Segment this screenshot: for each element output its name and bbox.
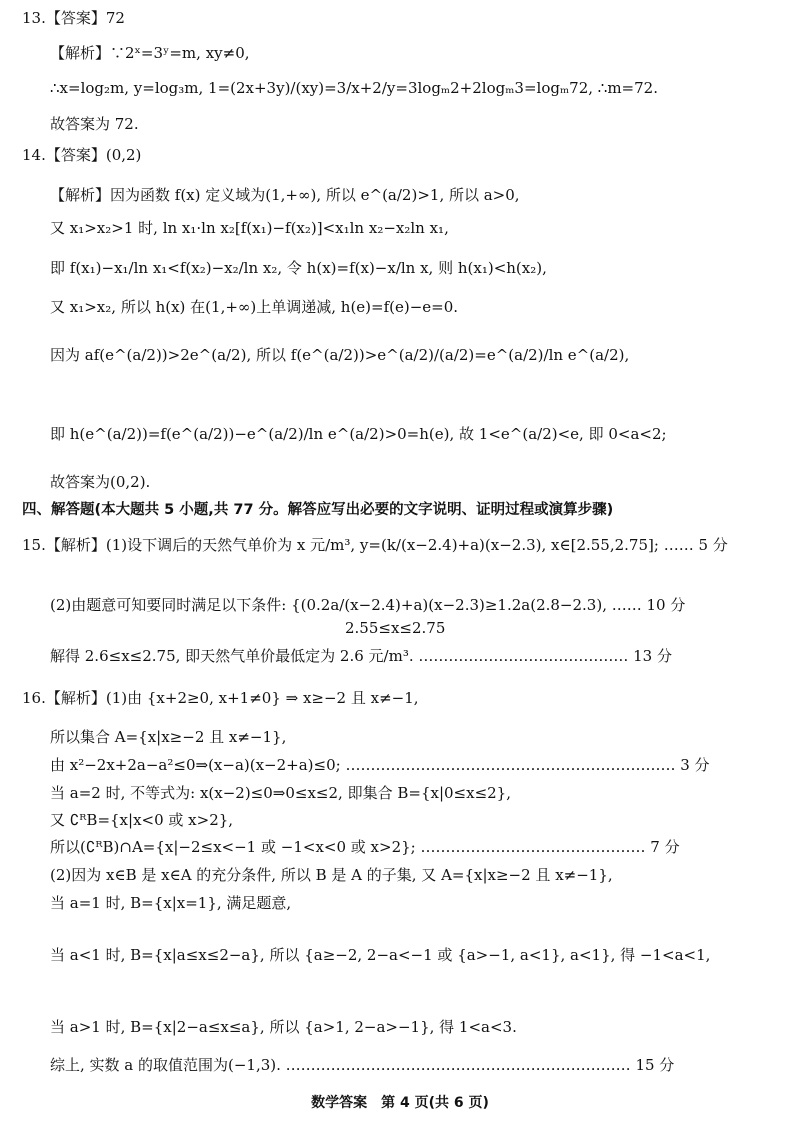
q14-analysis-line-3: 即 f(x₁)−x₁/ln x₁<f(x₂)−x₂/ln x₂, 令 h(x)=f(x)−x/ln x, 则 h(x₁)<h(x₂), [50,259,547,277]
q14-analysis-line-1: 【解析】因为函数 f(x) 定义域为(1,+∞), 所以 e^(a/2)>1, 所以 a>0, [50,186,520,204]
q16-line-3: 由 x²−2x+2a−a²≤0⇒(x−a)(x−2+a)≤0; ………………………………………………………… 3 分 [50,756,710,774]
q15-part-1: 15.【解析】(1)设下调后的天然气单价为 x 元/m³, y=(k/(x−2.4)+a)(x−2.3), x∈[2.55,2.75]; …… 5 分 [22,536,728,554]
q13-analysis-line-2: ∴x=log₂m, y=log₃m, 1=(2x+3y)/(xy)=3/x+2/y=3logₘ2+2logₘ3=logₘ72, ∴m=72. [50,79,658,97]
q13-conclusion: 故答案为 72. [50,115,139,133]
q16-line-5: 又 ∁ᴿB={x|x<0 或 x>2}, [50,811,234,829]
q16-conclusion: 综上, 实数 a 的取值范围为(−1,3). …………………………………………………………… 15 分 [50,1056,675,1074]
section-header: 四、解答题(本大题共 5 小题,共 77 分。解答应写出必要的文字说明、证明过程或演算步骤) [22,502,614,518]
q14-analysis-line-6: 即 h(e^(a/2))=f(e^(a/2))−e^(a/2)/ln e^(a/2)>0=h(e), 故 1<e^(a/2)<e, 即 0<a<2; [50,425,667,443]
q16-line-7: (2)因为 x∈B 是 x∈A 的充分条件, 所以 B 是 A 的子集, 又 A={x|x≥−2 且 x≠−1}, [50,866,613,884]
q13-answer: 13.【答案】72 [22,9,125,27]
q15-part-2-range: 2.55≤x≤2.75 [345,619,446,637]
q15-conclusion: 解得 2.6≤x≤2.75, 即天然气单价最低定为 2.6 元/m³. …………………………………… 13 分 [50,647,672,665]
q16-line-2: 所以集合 A={x|x≥−2 且 x≠−1}, [50,728,287,746]
q14-analysis-line-4: 又 x₁>x₂, 所以 h(x) 在(1,+∞)上单调递减, h(e)=f(e)−e=0. [50,298,459,316]
q16-line-9: 当 a<1 时, B={x|a≤x≤2−a}, 所以 {a≥−2, 2−a<−1 或 {a>−1, a<1}, a<1}, 得 −1<a<1, [50,946,711,964]
q16-line-6: 所以(∁ᴿB)∩A={x|−2≤x<−1 或 −1<x<0 或 x>2}; ……………………………………… 7 分 [50,838,680,856]
q13-analysis-line-1: 【解析】∵2ˣ=3ʸ=m, xy≠0, [50,44,250,62]
q16-line-1: 16.【解析】(1)由 {x+2≥0, x+1≠0} ⇒ x≥−2 且 x≠−1, [22,689,419,707]
q16-line-4: 当 a=2 时, 不等式为: x(x−2)≤0⇒0≤x≤2, 即集合 B={x|0≤x≤2}, [50,784,511,802]
q15-part-2-condition: (2)由题意可知要同时满足以下条件: {(0.2a/(x−2.4)+a)(x−2.3)≥1.2a(2.8−2.3), …… 10 分 [50,596,686,614]
q14-analysis-line-2: 又 x₁>x₂>1 时, ln x₁·ln x₂[f(x₁)−f(x₂)]<x₁ln x₂−x₂ln x₁, [50,219,449,237]
q16-line-8: 当 a=1 时, B={x|x=1}, 满足题意, [50,894,292,912]
q16-line-10: 当 a>1 时, B={x|2−a≤x≤a}, 所以 {a>1, 2−a>−1}, 得 1<a<3. [50,1018,517,1036]
q14-answer: 14.【答案】(0,2) [22,146,142,164]
q14-analysis-line-5: 因为 af(e^(a/2))>2e^(a/2), 所以 f(e^(a/2))>e^(a/2)/(a/2)=e^(a/2)/ln e^(a/2), [50,346,630,364]
page-footer: 数学答案 第 4 页(共 6 页) [311,1095,489,1111]
q14-conclusion: 故答案为(0,2). [50,473,151,491]
